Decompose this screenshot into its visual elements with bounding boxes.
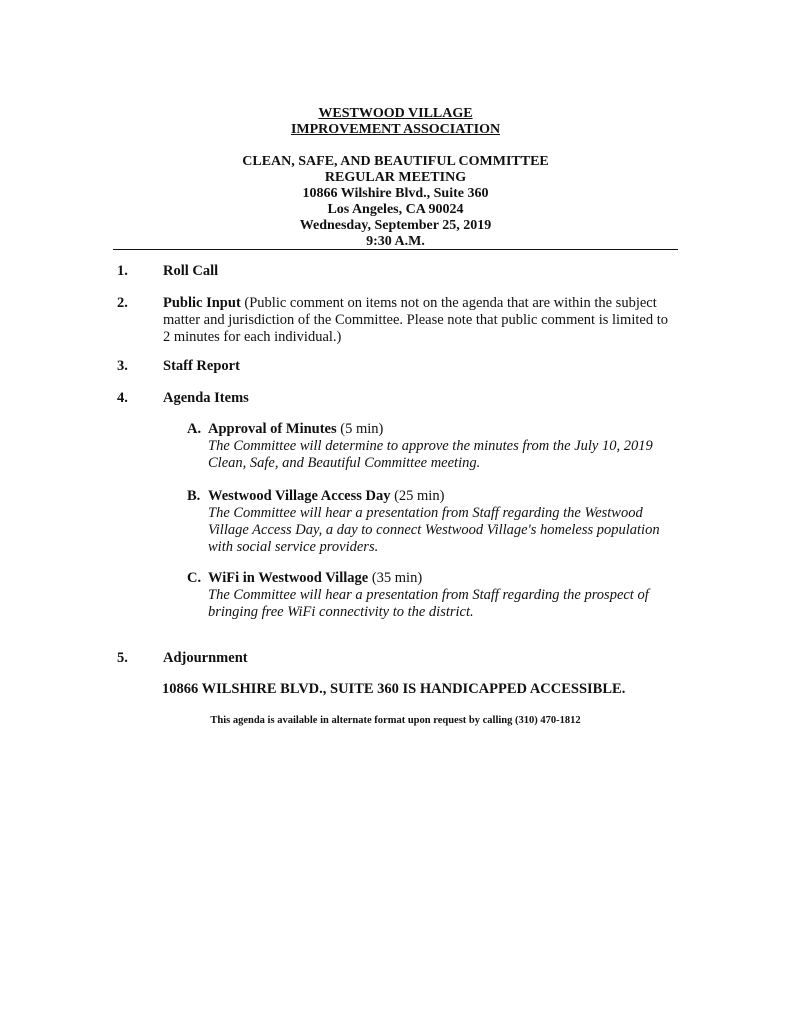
meeting-time: 9:30 A.M.	[366, 234, 425, 249]
agenda-item-title: Staff Report	[163, 358, 240, 374]
sub-item-letter: A.	[187, 421, 202, 437]
meeting-header	[113, 106, 678, 250]
sub-item-title: Approval of Minutes	[208, 421, 337, 437]
agenda-item-title: Adjournment	[163, 650, 248, 666]
agenda-item-number: 3.	[117, 358, 128, 374]
alternate-format-note: This agenda is available in alternate format upon request by calling (310) 470-1812	[210, 715, 581, 726]
sub-item-duration: (35 min)	[368, 570, 423, 586]
committee-name: CLEAN, SAFE, AND BEAUTIFUL COMMITTEE	[242, 154, 549, 169]
sub-item-letter: C.	[187, 570, 202, 586]
agenda-item-title: Roll Call	[163, 263, 219, 279]
sub-item-duration: (25 min)	[390, 488, 445, 504]
sub-item-letter: B.	[187, 488, 201, 504]
agenda-item-number: 5.	[117, 650, 128, 666]
org-name-line1: WESTWOOD VILLAGE	[318, 106, 473, 121]
sub-item-description: The Committee will hear a presentation from Staff regarding the Westwood Village Access Day, a day to connect Westwood Village's homeless population with social service providers.	[208, 505, 660, 555]
sub-item-description: The Committee will determine to approve the minutes from the July 10, 2019 Clean, Safe, and Beautiful Committee meeting.	[208, 438, 653, 471]
agenda-item-number: 4.	[117, 390, 128, 406]
agenda-item-title: Agenda Items	[163, 390, 249, 406]
org-name-line2: IMPROVEMENT ASSOCIATION	[290, 122, 501, 137]
agenda-item-title: Public Input	[163, 295, 241, 311]
meeting-type: REGULAR MEETING	[324, 170, 467, 185]
agenda-item-number: 1.	[117, 263, 128, 279]
address-line2: Los Angeles, CA 90024	[327, 202, 464, 217]
agenda-item-text: (Public comment on items not on the agenda that are within the subject matter and jurisdiction of the Committee. Please note that public comment is limited to 2 minutes for each individual.)	[163, 295, 668, 345]
agenda-item-number: 2.	[117, 295, 128, 311]
header-divider	[113, 249, 678, 250]
accessibility-note: 10866 WILSHIRE BLVD., SUITE 360 IS HANDICAPPED ACCESSIBLE.	[162, 681, 626, 697]
sub-item-title: WiFi in Westwood Village	[208, 570, 369, 586]
meeting-date: Wednesday, September 25, 2019	[299, 218, 492, 233]
sub-item-description: The Committee will hear a presentation from Staff regarding the prospect of bringing free WiFi connectivity to the district.	[208, 587, 649, 620]
sub-item-title: Westwood Village Access Day	[208, 488, 391, 504]
address-line1: 10866 Wilshire Blvd., Suite 360	[302, 186, 489, 201]
sub-item-duration: (5 min)	[336, 421, 384, 437]
